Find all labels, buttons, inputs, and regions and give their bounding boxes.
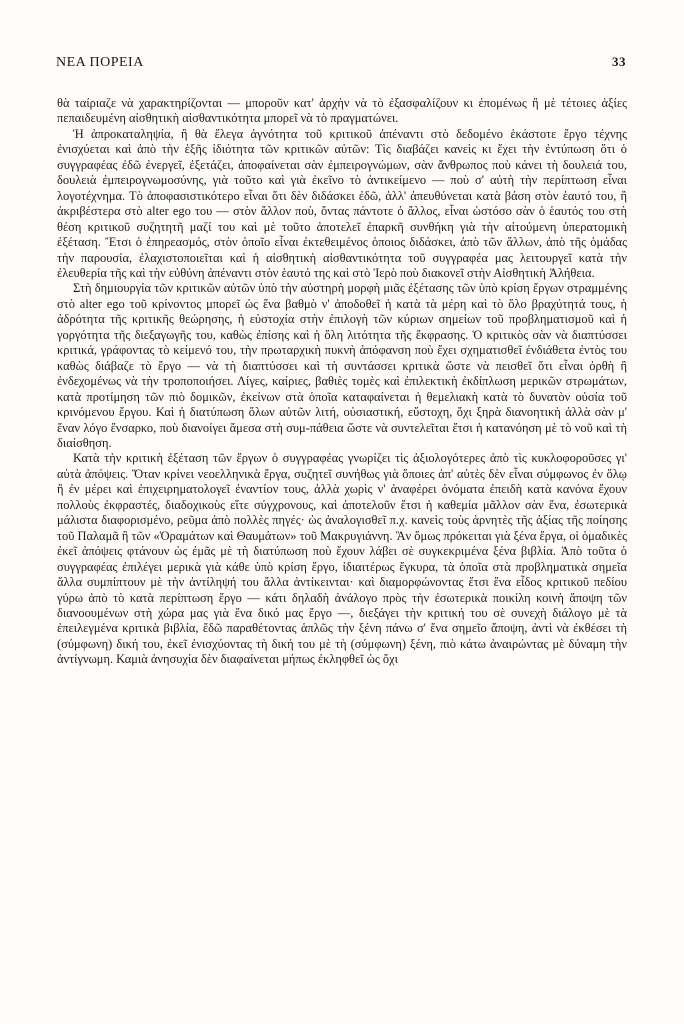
- paragraph: Κατὰ τὴν κριτικὴ ἐξέταση τῶν ἔργων ὁ συγγραφέας γνωρίζει τὶς ἀξιολογότερες ἀπὸ τὶς κυκλοφοροῦσες γι' αὐτὰ ἀπόψεις. Ὅταν κρίνει νεοελληνικὰ ἔργα, συζητεῖ συνήθως γιὰ ὅποιες ἀπ' αὐτὲς δὲν εἶναι σύμφωνος ἐν ὅλῳ ἢ ἐν μέρει καὶ ἐπιχειρηματολογεῖ ἐναντίον τους, ἀλλὰ χωρὶς ν' ἀναφέρει ὀνόματα ἐπειδὴ κατὰ κανόνα ἔχουν πολλοὺς ἐκφραστές, διαδοχικοὺς εἴτε σύγχρονους, καὶ ἀποτελοῦν ἔτσι ἡ καθεμία μᾶλλον σὰν ἕνα, ἐσωτερικὰ μάλιστα διαφορισμένο, ρεῦμα ἀπὸ πολλὲς πηγές· ὡς ἀναλογισθεῖ π.χ. κανεὶς τοὺς ἀρνητὲς τῆς ἀξίας τῆς ποίησης τοῦ Παλαμᾶ ἢ τῶν «Ὁραμάτων καὶ Θαυμάτων» τοῦ Μακρυγιάννη. Ἂν ὅμως πρόκειται γιὰ ξένα ἔργα, οἱ ὁμαδικὲς ἐκεῖ ἀπόψεις φτάνουν ὡς ἐμᾶς μὲ τὴ διατύπωση ποὺ ἔχουν λάβει σὲ συγκεκριμένα ξένα βιβλία. Ἀπὸ τοῦτα ὁ συγγραφέας ἐπιλέγει μερικὰ γιὰ κάθε ὑπὸ κρίση ἔργο, ἰδιαιτέρως ἔγκυρα, τὰ ὁποῖα στὰ προβληματικὰ σημεῖα ἄλλα συμπίπτουν μὲ τὴν ἀντίληψή του ἄλλα ἀντίκεινται· καὶ διαμορφώνοντας ἔτσι ἕνα εἶδος κριτικοῦ πεδίου γύρω ἀπὸ τὸ κατὰ περίπτωση ἔργο — κάτι δηλαδὴ ἀνάλογο πρὸς τὴν ἐσωτερικὰ ποικίλη κοινὴ ἄποψη τῶν διανοουμένων στὴ χώρα μας γιὰ ἕνα δικό μας ἔργο —, διεξάγει τὴν κριτική του σὲ συνεχὴ διάλογο μὲ τὰ ἐπειλεγμένα κριτικὰ βιβλία, ἔδῶ παραθέτοντας ἁπλῶς τὴν ξένη πάνω σ' ἕνα σημεῖο ἄποψη, ἀντὶ νὰ ἐκθέσει τὴ (σύμφωνη) δική του, ἐκεῖ ἐνισχύοντας τὴ δική του μὲ τὴ (σύμφωνη) ξένη, πιὸ κάτω ἀναιρώντας μὲ δύναμη τὴν ἀντίγνωμη. Καμιὰ ἀνησυχία δὲν διαφαίνεται μήπως ἐκληφθεῖ ὡς ὄχι: [57, 451, 627, 667]
- paragraph: Στὴ δημιουργία τῶν κριτικῶν αὐτῶν ὑπὸ τὴν αὐστηρὴ μορφὴ μιᾶς ἐξέτασης τῶν ὑπὸ κρίση ἔργων στραμμένης στὸ alter ego τοῦ κρίνοντος μπορεῖ ὡς ἕνα βαθμὸ ν' ἀποδοθεῖ ἡ κατὰ τὰ μέρη καὶ τὸ ὅλο βραχύτητά τους, ἡ ἀδρότητα τῆς κριτικῆς θεώρησης, ἡ εὐστοχία στὴν ἐπιλογὴ τῶν κύριων σημείων τοῦ προβληματισμοῦ καὶ ἡ γοργότητα τῆς διεξαγωγῆς του, καθὼς ἐπίσης καὶ ἡ ὅλη λιτότητα τῆς ἔκφρασης. Ὁ κριτικὸς σὰν νὰ διαπτύσσει κριτικά, γράφοντας τὸ κείμενό του, τὴν πρωταρχικὴ πυκνὴ ἀπόφανση ποὺ ἔχει σχηματισθεῖ ἐνδιάθετα ἐντὸς του καθὼς διάβαζε τὸ ἔργο — νὰ τὴ διαπτύσσει καὶ τὴ συντάσσει κριτικὰ ὥστε νὰ πεισθεῖ ὅτι εἶναι ὀρθὴ ἢ ἐνδεχομένως νὰ τὴν τροποποιήσει. Λίγες, καίριες, βαθιὲς τομὲς καὶ ἐπιλεκτικὴ ἐκδίπλωση μερικῶν στρωμάτων, κατὰ προτίμηση τῶν πιὸ δομικῶν, ἐκείνων στὰ ὁποῖα καταφαίνεται ἡ θεμελιακὴ κατὰ τὸ δυνατὸν οὐσία τοῦ κρινόμενου ἔργου. Καὶ ἡ διατύπωση ὅλων αὐτῶν λιτή, οὐσιαστική, εὔστοχη, ὄχι ξηρὰ διανοητικὴ ἀλλὰ σὰν μ' ἕναν λόγο ἔνσαρκο, ποὺ διανοίγει ἄμεσα στὴ συμ-πάθεια ὥστε νὰ συντελεῖται ἔτσι ἡ κατανόηση μὲ τὸ νοῦ καὶ τὴ διαίσθηση.: [57, 281, 627, 450]
- journal-title: ΝΕΑ ΠΟΡΕΙΑ: [56, 55, 144, 70]
- page-number: 33: [612, 54, 626, 69]
- paragraph: Ἡ ἀπροκαταληψία, ἢ θὰ ἔλεγα ἀγνότητα τοῦ κριτικοῦ ἀπέναντι στὸ δεδομένο ἑκάστοτε ἔργο τέχνης ἐνισχύεται καὶ ἀπὸ τὴν ἑξῆς ἰδιότητα τῶν κριτικῶν αὐτῶν: Τὶς διαβάζει κανεὶς κι ἔχει τὴν ἐντύπωση ὅτι ὁ συγγραφέας ἐδῶ ἐνεργεῖ, ἐξετάζει, ἀποφαίνεται σὰν ἐμπειρογνώμων, σὰν ἄνθρωπος ποὺ κάνει τὴ δουλειά του, δουλειὰ ἐμπειρογνωμοσύνης, γιὰ τοῦτο καὶ γιὰ ἐκεῖνο τὸ ἀντικείμενο — ποὺ σ' αὐτὴ τὴν περίπτωση εἶναι λογοτέχνημα. Τὸ ἀποφασιστικότερο εἶναι ὅτι δὲν διδάσκει ἐδῶ, ἀλλ' ἀπευθύνεται κατὰ βάση στὸν ἑαυτό του, ἢ ἀκριβέστερα στὸ alter ego του — στὸν ἄλλον ποὺ, ὄντας πάντοτε ὁ ἄλλος, εἶναι ὡστόσο σὰν ὁ ἑαυτός του στὴ θέση κριτικοῦ συζητητῆ μαζί του καὶ μὲ τοῦτο ἀποτελεῖ ἐπαρκῆ συνθήκη γιὰ τὴν αἰτούμενη ὑπερατομικὴ ἐξέταση. Ἔτσι ὁ ἐπηρεασμός, στὸν ὁποῖο εἶναι ἐκτεθειμένος ὁποιος διδάσκει, ἀπὸ τῶν ἄλλων, ἀπὸ τῆς ὁμάδας τὴν παρουσία, ἐλαχιστοποιεῖται καὶ ἡ αἰσθητικὴ αἰσθαντικότητα τοῦ συγγραφέα μας λειτουργεῖ κατὰ τὴν ἐλευθερία τῆς καὶ τὴν εὐθύνη ἀπέναντι στὸν ἑαυτό της καὶ στὸ Ἱερὸ ποὺ διακονεῖ στὴν Αἰσθητικὴ Ἀλήθεια.: [57, 126, 627, 280]
- paragraph-continuation: θὰ ταίριαζε νὰ χαρακτηρίζονται — μποροῦν κατ' ἀρχὴν νὰ τὸ ἐξασφαλίζουν κι ἐπομένως ἢ μὲ τέτοιες ἀξίες πεπαιδευμένη αἰσθητικὴ αἰσθαντικότητα μπορεῖ νὰ τὸ πραγματώνει.: [57, 96, 627, 126]
- body-text: [57, 96, 627, 668]
- running-header: [56, 54, 626, 74]
